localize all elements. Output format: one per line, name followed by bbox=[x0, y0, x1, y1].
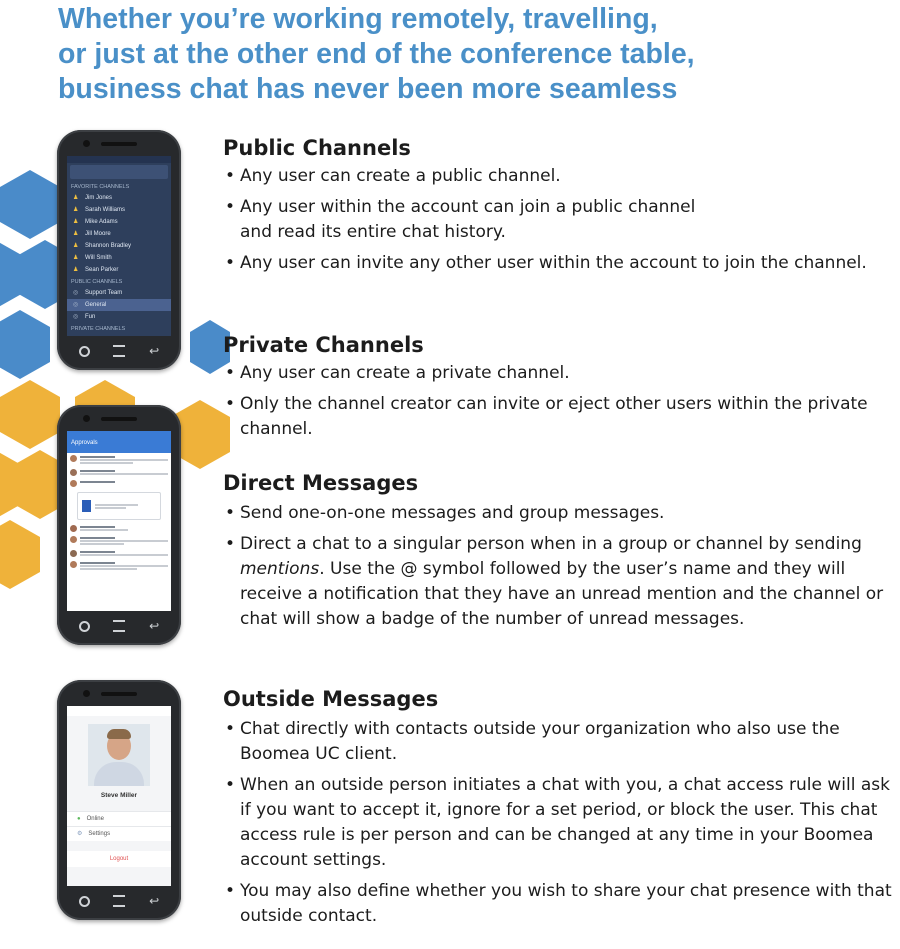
chat-message bbox=[67, 467, 171, 478]
chat-title: Approvals bbox=[71, 440, 98, 446]
home-icon[interactable] bbox=[113, 345, 125, 357]
user-icon: ♟ bbox=[73, 255, 79, 261]
chat-message bbox=[67, 523, 171, 534]
bullet-list bbox=[223, 164, 893, 276]
phone-chat bbox=[57, 405, 181, 645]
channel-label: Support Team bbox=[85, 290, 123, 296]
channel-item[interactable] bbox=[67, 264, 171, 276]
section-direct-messages bbox=[223, 469, 893, 632]
channel-item[interactable] bbox=[67, 216, 171, 228]
mentions-term: mentions bbox=[240, 559, 320, 579]
channel-label: Sean Parker bbox=[85, 267, 119, 273]
chat-message bbox=[67, 548, 171, 559]
channel-item[interactable] bbox=[67, 204, 171, 216]
settings-label: Settings bbox=[88, 831, 111, 837]
user-icon: ♟ bbox=[73, 243, 79, 249]
headline-line-2: or just at the other end of the conference table, bbox=[58, 38, 695, 70]
back-icon[interactable]: ↩ bbox=[149, 894, 160, 908]
avatar bbox=[70, 480, 77, 487]
chat-message bbox=[67, 534, 171, 548]
phone3-screen bbox=[67, 706, 171, 886]
bullet-item: • When an outside person initiates a chat with you, a chat access rule will ask if you want to accept it, ignore for a set period, or block the user. This chat access rule is per person and can be changed at any time in your Boomea account settings. bbox=[223, 773, 893, 873]
bullet-item: • Any user can invite any other user within the account to join the channel. bbox=[223, 251, 893, 276]
channel-item[interactable] bbox=[67, 240, 171, 252]
chat-message bbox=[67, 453, 171, 467]
section-title: Private Channels bbox=[223, 333, 424, 357]
channel-label: Mike Adams bbox=[85, 219, 118, 225]
speaker-grille bbox=[101, 692, 137, 696]
phone-navbar bbox=[67, 615, 171, 637]
settings-item[interactable] bbox=[67, 826, 171, 841]
search-input[interactable] bbox=[70, 165, 168, 179]
camera-icon bbox=[83, 140, 90, 147]
channel-label: Jill Moore bbox=[85, 231, 111, 237]
section-title: Outside Messages bbox=[223, 687, 439, 711]
bullet-text: . Use the @ symbol followed by the user’s name and they will receive a notification that they have an unread mention and the channel or chat will show a badge of the number of unread messages. bbox=[240, 559, 884, 629]
phone2-screen bbox=[67, 431, 171, 611]
channel-label: Shannon Bradley bbox=[85, 243, 132, 249]
bullet-item: • Any user can create a private channel. bbox=[223, 361, 893, 386]
profile-photo bbox=[88, 724, 150, 786]
section-title: Public Channels bbox=[223, 136, 411, 160]
avatar bbox=[70, 550, 77, 557]
phone-navbar bbox=[67, 340, 171, 362]
home-icon[interactable] bbox=[113, 895, 125, 907]
globe-icon: ◎ bbox=[73, 314, 79, 320]
section-public-channels bbox=[223, 134, 893, 276]
profile-name: Steve Miller bbox=[100, 792, 138, 799]
avatar bbox=[70, 525, 77, 532]
favorites-header: FAVORITE CHANNELS bbox=[71, 184, 130, 190]
bullet-item: • You may also define whether you wish to share your chat presence with that outside contact. bbox=[223, 879, 893, 929]
back-icon[interactable]: ↩ bbox=[149, 619, 160, 633]
speaker-grille bbox=[101, 417, 137, 421]
headline-line-1: Whether you’re working remotely, travelling, bbox=[58, 3, 658, 35]
channel-label: Will Smith bbox=[85, 255, 112, 261]
gear-icon: ⚙ bbox=[77, 831, 83, 837]
status-bar bbox=[67, 156, 171, 163]
bullet-item: • Any user within the account can join a public channel and read its entire chat history. bbox=[223, 195, 710, 245]
phone-channel-list bbox=[57, 130, 181, 370]
bullet-item: • Send one-on-one messages and group messages. bbox=[223, 501, 893, 526]
user-icon: ♟ bbox=[73, 195, 79, 201]
user-icon: ♟ bbox=[73, 231, 79, 237]
back-icon[interactable]: ↩ bbox=[149, 344, 160, 358]
logout-button[interactable]: Logout bbox=[67, 851, 171, 867]
channel-item[interactable] bbox=[67, 192, 171, 204]
phone-profile bbox=[57, 680, 181, 920]
hex-yellow-1 bbox=[0, 380, 60, 449]
avatar bbox=[70, 561, 77, 568]
status-bar bbox=[67, 706, 171, 716]
chat-message bbox=[67, 559, 171, 573]
speaker-grille bbox=[101, 142, 137, 146]
bullet-list bbox=[223, 361, 893, 442]
section-title: Direct Messages bbox=[223, 471, 419, 495]
hex-yellow-5 bbox=[0, 520, 40, 589]
user-icon: ♟ bbox=[73, 219, 79, 225]
camera-icon bbox=[83, 415, 90, 422]
globe-icon: ◎ bbox=[73, 290, 79, 296]
avatar bbox=[70, 469, 77, 476]
channel-label: General bbox=[85, 302, 107, 308]
profile-subtitle bbox=[67, 799, 171, 805]
section-outside-messages bbox=[223, 685, 893, 929]
phone-navbar bbox=[67, 890, 171, 912]
channel-label: Sarah Williams bbox=[85, 207, 126, 213]
file-attachment[interactable] bbox=[77, 492, 161, 520]
headline-line-3: business chat has never been more seamless bbox=[58, 73, 678, 105]
channel-item[interactable] bbox=[67, 287, 171, 299]
bullet-item: • Only the channel creator can invite or eject other users within the private channel. bbox=[223, 392, 893, 442]
search-icon[interactable] bbox=[79, 896, 90, 907]
bullet-item: • Any user can create a public channel. bbox=[223, 164, 893, 189]
camera-icon bbox=[83, 690, 90, 697]
user-icon: ♟ bbox=[73, 267, 79, 273]
bullet-text: Direct a chat to a singular person when in a group or channel by sending bbox=[240, 534, 862, 554]
channel-item[interactable] bbox=[67, 228, 171, 240]
home-icon[interactable] bbox=[113, 620, 125, 632]
phone1-screen bbox=[67, 156, 171, 336]
channel-item[interactable] bbox=[67, 311, 171, 323]
avatar bbox=[70, 536, 77, 543]
section-private-channels bbox=[223, 331, 893, 442]
search-icon[interactable] bbox=[79, 346, 90, 357]
bullet-list bbox=[223, 717, 893, 929]
bullet-item: • Chat directly with contacts outside your organization who also use the Boomea UC client. bbox=[223, 717, 893, 767]
hex-blue-1 bbox=[0, 170, 60, 239]
private-channels-header: PRIVATE CHANNELS bbox=[71, 326, 126, 332]
document-icon bbox=[82, 500, 91, 512]
headline bbox=[58, 2, 878, 107]
online-dot-icon: ● bbox=[77, 816, 81, 822]
globe-icon: ◎ bbox=[73, 302, 79, 308]
status-online-item[interactable] bbox=[67, 811, 171, 826]
channel-item[interactable] bbox=[67, 252, 171, 264]
public-channels-header: PUBLIC CHANNELS bbox=[71, 279, 123, 285]
chat-message bbox=[67, 478, 171, 489]
channel-label: Fun bbox=[85, 314, 96, 320]
channel-label: Jim Jones bbox=[85, 195, 113, 201]
chat-header bbox=[67, 431, 171, 453]
bullet-item bbox=[223, 532, 893, 632]
channel-item[interactable] bbox=[67, 299, 171, 311]
hex-blue-4 bbox=[0, 310, 50, 379]
avatar bbox=[70, 455, 77, 462]
bullet-list bbox=[223, 501, 893, 632]
user-icon: ♟ bbox=[73, 207, 79, 213]
status-online-label: Online bbox=[86, 816, 104, 822]
search-icon[interactable] bbox=[79, 621, 90, 632]
